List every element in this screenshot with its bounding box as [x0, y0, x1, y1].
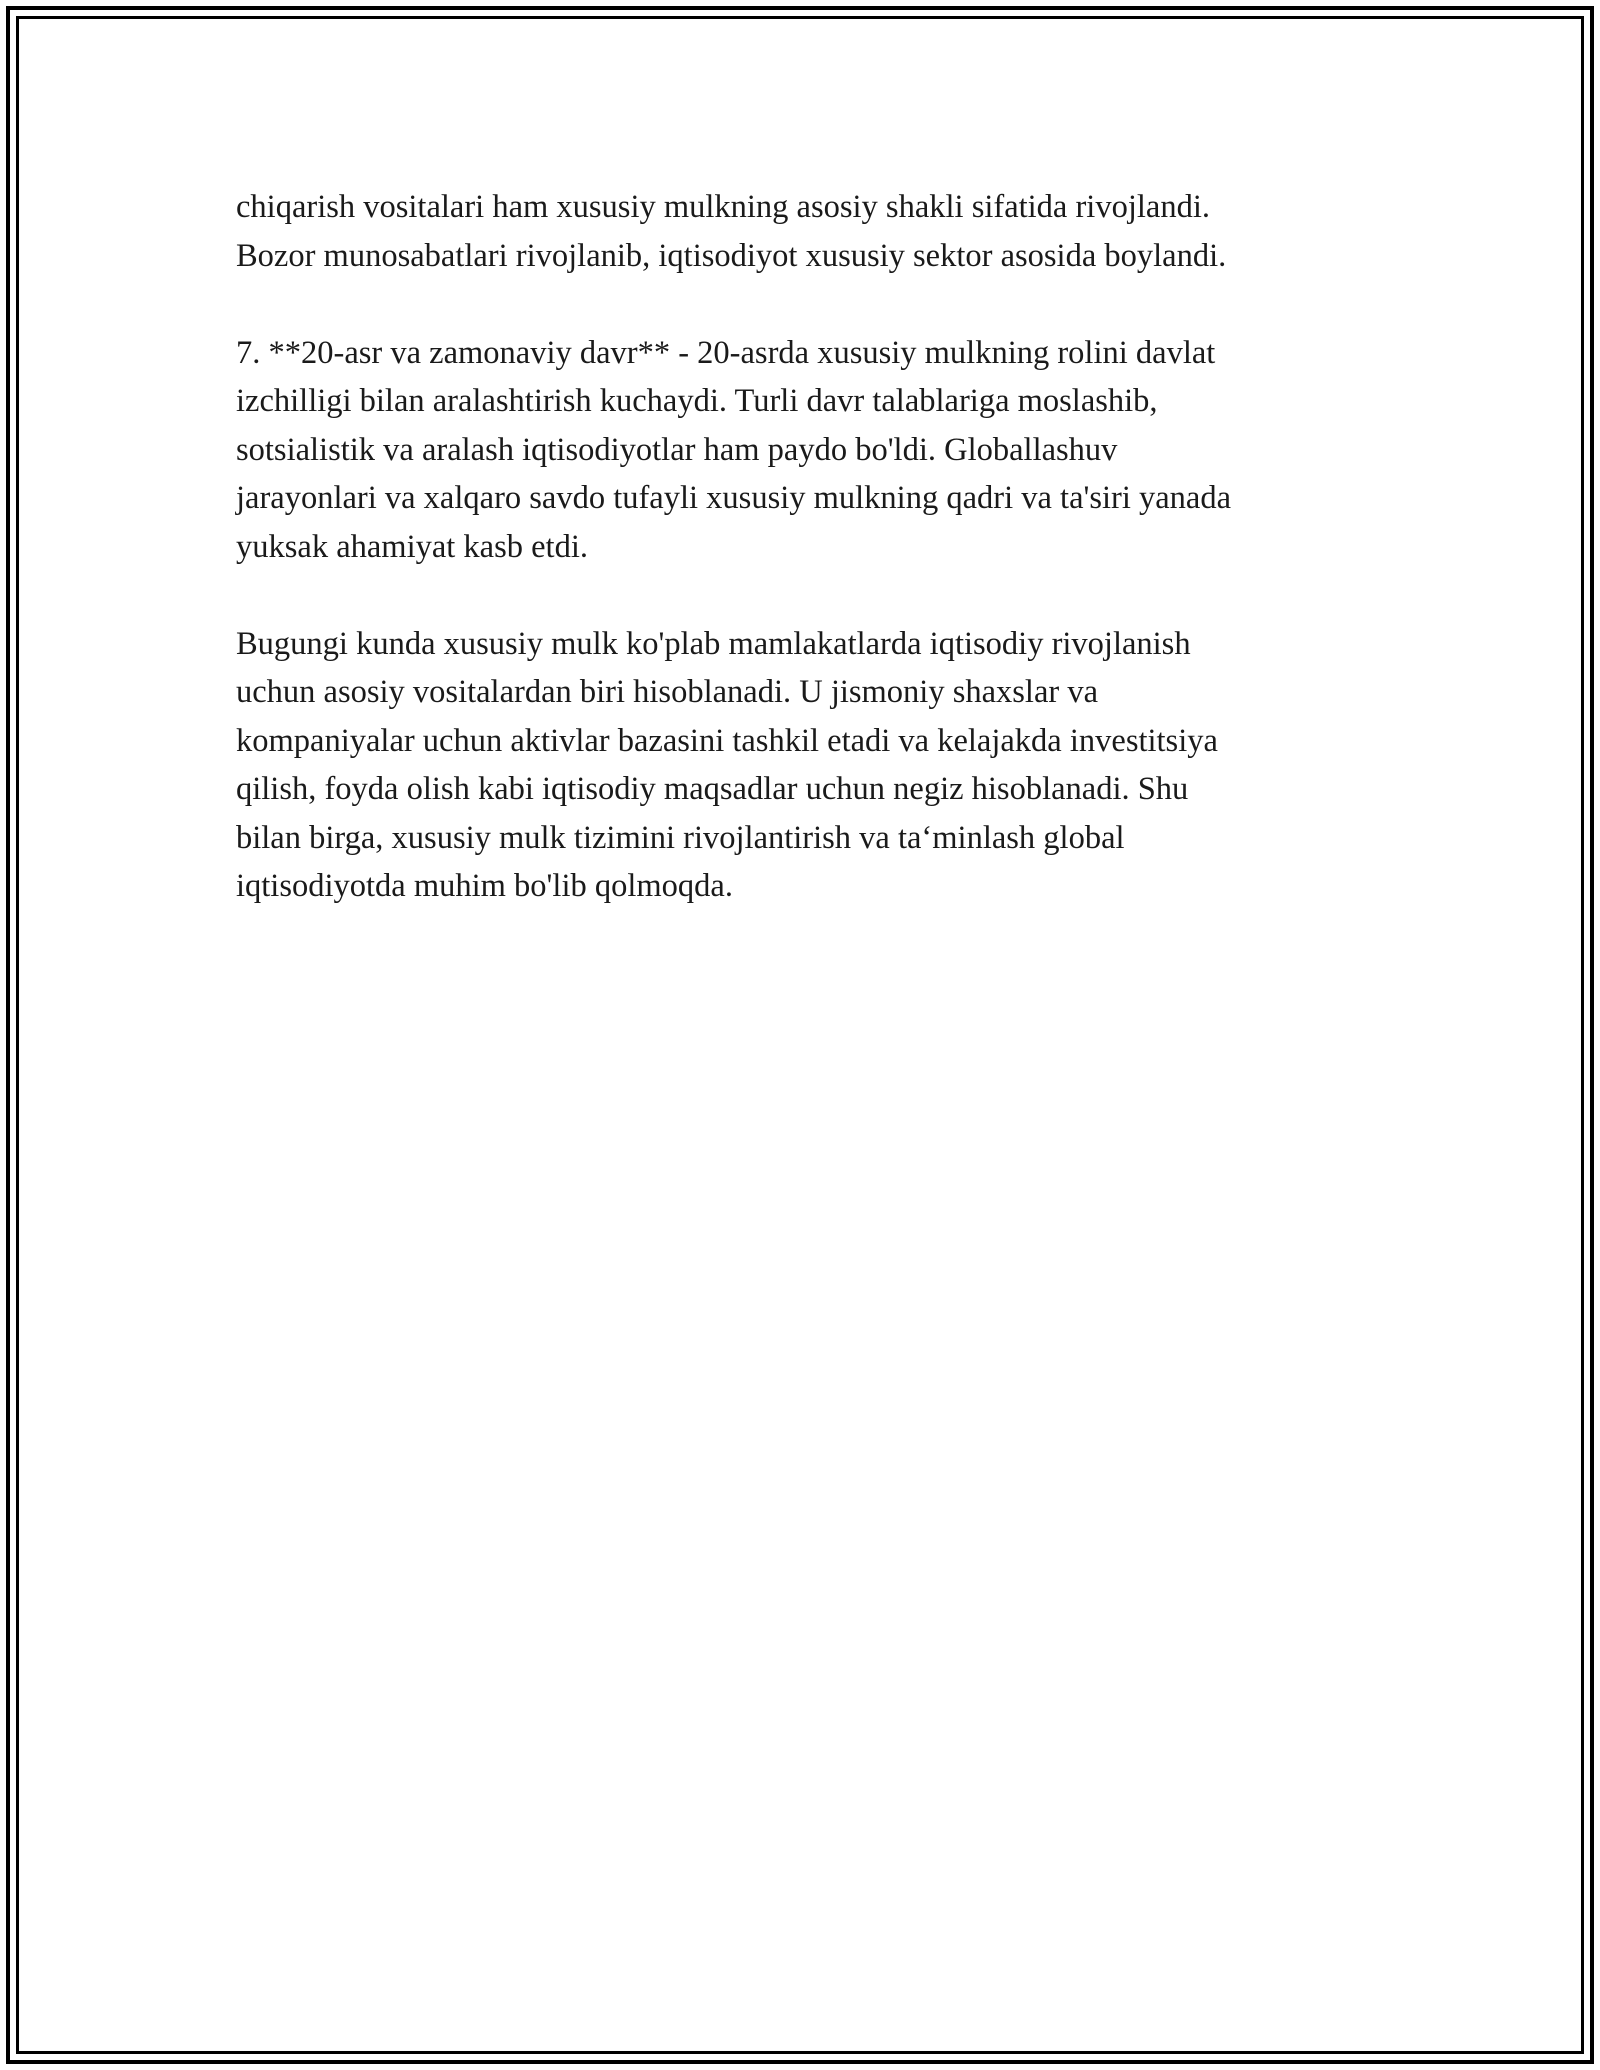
paragraph-20th-century: 7. **20-asr va zamonaviy davr** - 20-asrda xususiy mulkning rolini davlat izchilligi bilan aralashtirish kuchaydi. Turli davr talablariga moslashib, sotsialistik va aralash iqtisodiyotlar ham paydo bo'ldi. Globallashuv jarayonlari va xalqaro savdo tufayli xususiy mulkning qadri va ta'siri yanada yuksak ahamiyat kasb etdi.	[236, 334, 1232, 565]
paragraph-production-means: chiqarish vositalari ham xususiy mulkning asosiy shakli sifatida rivojlandi. Bozor munosabatlari rivojlanib, iqtisodiyot xususiy sektor asosida boylandi.	[236, 189, 1227, 274]
document-body	[236, 183, 1396, 959]
paragraph-today: Bugungi kunda xususiy mulk ko'plab mamlakatlarda iqtisodiy rivojlanish uchun asosiy vositalardan biri hisoblanadi. U jismoniy shaxslar va kompaniyalar uchun aktivlar bazasini tashkil etadi va kelajakda investitsiya qilish, foyda olish kabi iqtisodiy maqsadlar uchun negiz hisoblanadi. Shu bilan birga, xususiy mulk tizimini rivojlantirish va ta‘minlash global iqtisodiyotda muhim bo'lib qolmoqda.	[236, 625, 1218, 904]
